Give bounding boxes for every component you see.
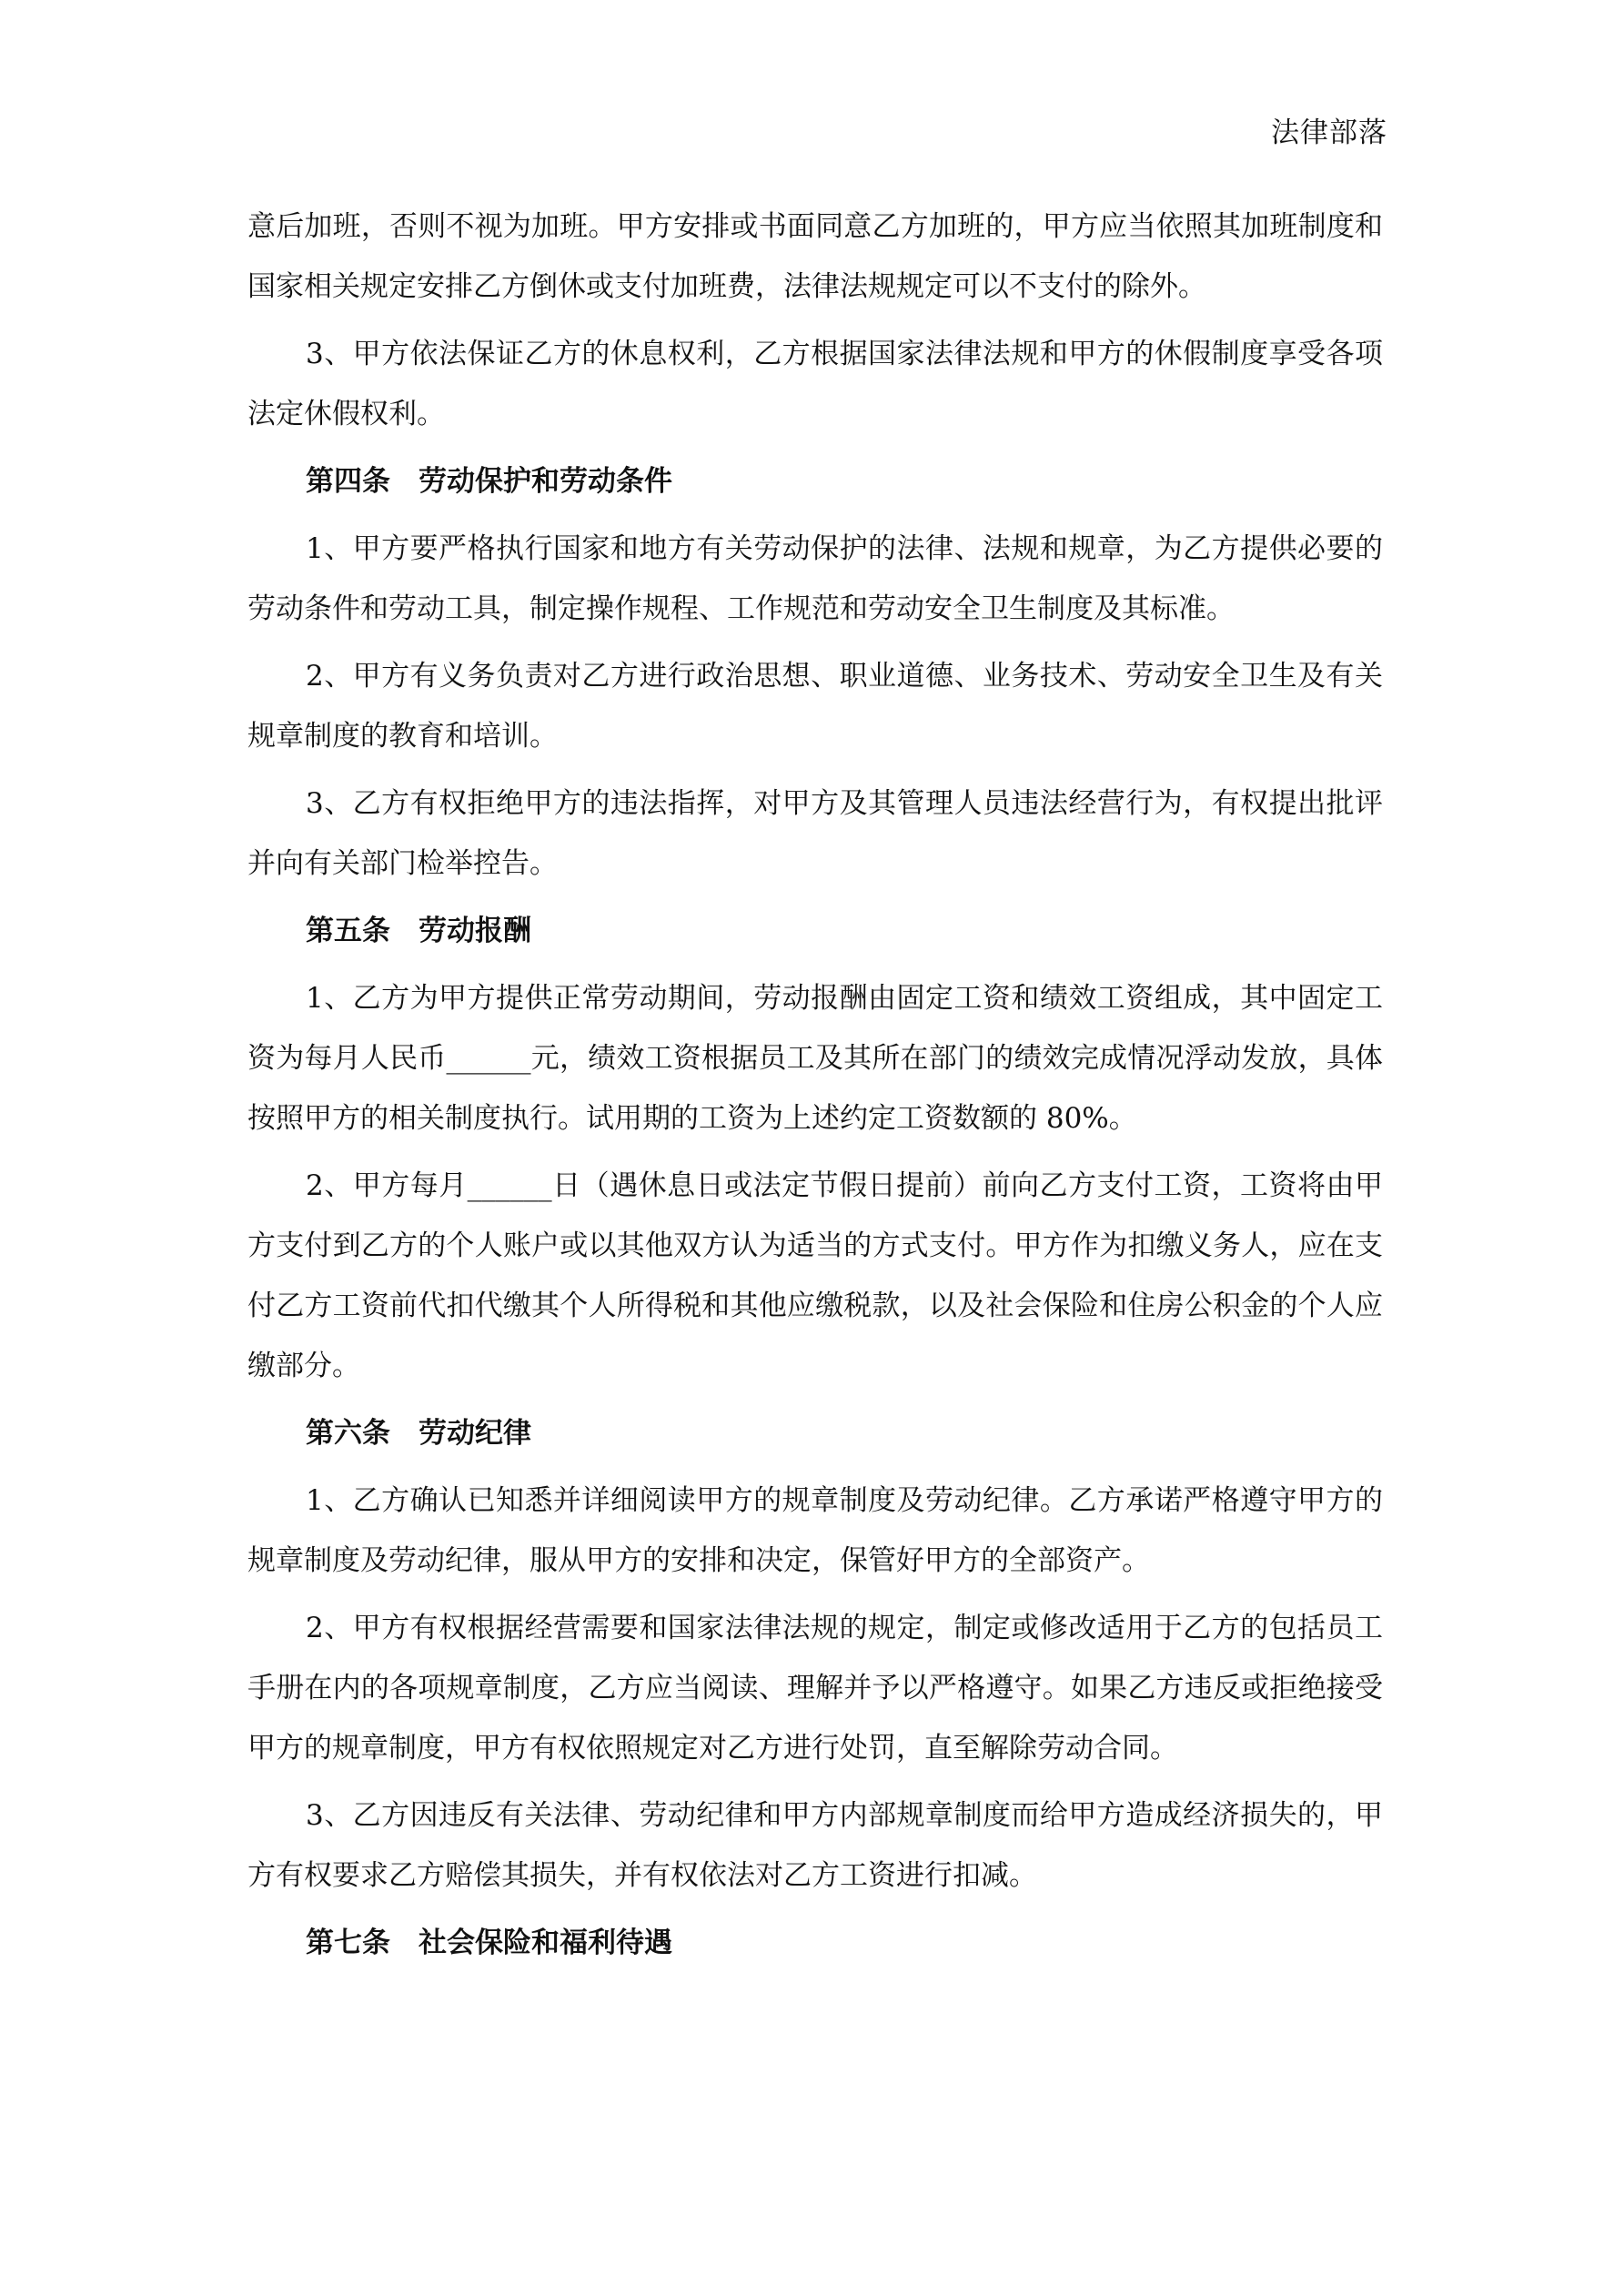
- paragraph-rest-rights: 3、甲方依法保证乙方的休息权利，乙方根据国家法律法规和甲方的休假制度享受各项法定休假权利。: [247, 338, 1383, 430]
- article-5-paragraph-2: 2、甲方每月______日（遇休息日或法定节假日提前）前向乙方支付工资，工资将由甲方支付到乙方的个人账户或以其他双方认为适当的方式支付。甲方作为扣缴义务人，应在支付乙方工资前代扣代缴其个人所得税和其他应缴税款，以及社会保险和住房公积金的个人应缴部分。: [247, 1169, 1383, 1382]
- article-6-paragraph-3: 3、乙方因违反有关法律、劳动纪律和甲方内部规章制度而给甲方造成经济损失的，甲方有权要求乙方赔偿其损失，并有权依法对乙方工资进行扣减。: [247, 1799, 1383, 1892]
- article-5-paragraph-1: 1、乙方为甲方提供正常劳动期间，劳动报酬由固定工资和绩效工资组成，其中固定工资为每月人民币______元，绩效工资根据员工及其所在部门的绩效完成情况浮动发放，具体按照甲方的相关制度执行。试用期的工资为上述约定工资数额的 80%。: [247, 982, 1383, 1135]
- article-4-paragraph-1: 1、甲方要严格执行国家和地方有关劳动保护的法律、法规和规章，为乙方提供必要的劳动条件和劳动工具，制定操作规程、工作规范和劳动安全卫生制度及其标准。: [247, 532, 1383, 625]
- article-6-title: 第六条 劳动纪律: [306, 1417, 531, 1450]
- header-title: 法律部落: [1271, 116, 1387, 149]
- article-4-paragraph-2: 2、甲方有义务负责对乙方进行政治思想、职业道德、业务技术、劳动安全卫生及有关规章制度的教育和培训。: [247, 660, 1383, 753]
- article-4-title: 第四条 劳动保护和劳动条件: [306, 465, 672, 498]
- article-4-paragraph-3: 3、乙方有权拒绝甲方的违法指挥，对甲方及其管理人员违法经营行为，有权提出批评并向有关部门检举控告。: [247, 787, 1383, 880]
- article-7-title: 第七条 社会保险和福利待遇: [306, 1927, 672, 1959]
- document-body: [247, 197, 1383, 1973]
- paragraph-overtime-continued: 意后加班，否则不视为加班。甲方安排或书面同意乙方加班的，甲方应当依照其加班制度和国家相关规定安排乙方倒休或支付加班费，法律法规规定可以不支付的除外。: [247, 210, 1383, 303]
- article-5-title: 第五条 劳动报酬: [306, 915, 531, 947]
- article-6-paragraph-1: 1、乙方确认已知悉并详细阅读甲方的规章制度及劳动纪律。乙方承诺严格遵守甲方的规章制度及劳动纪律，服从甲方的安排和决定，保管好甲方的全部资产。: [247, 1484, 1383, 1577]
- article-6-paragraph-2: 2、甲方有权根据经营需要和国家法律法规的规定，制定或修改适用于乙方的包括员工手册在内的各项规章制度，乙方应当阅读、理解并予以严格遵守。如果乙方违反或拒绝接受甲方的规章制度，甲方有权依照规定对乙方进行处罚，直至解除劳动合同。: [247, 1612, 1383, 1765]
